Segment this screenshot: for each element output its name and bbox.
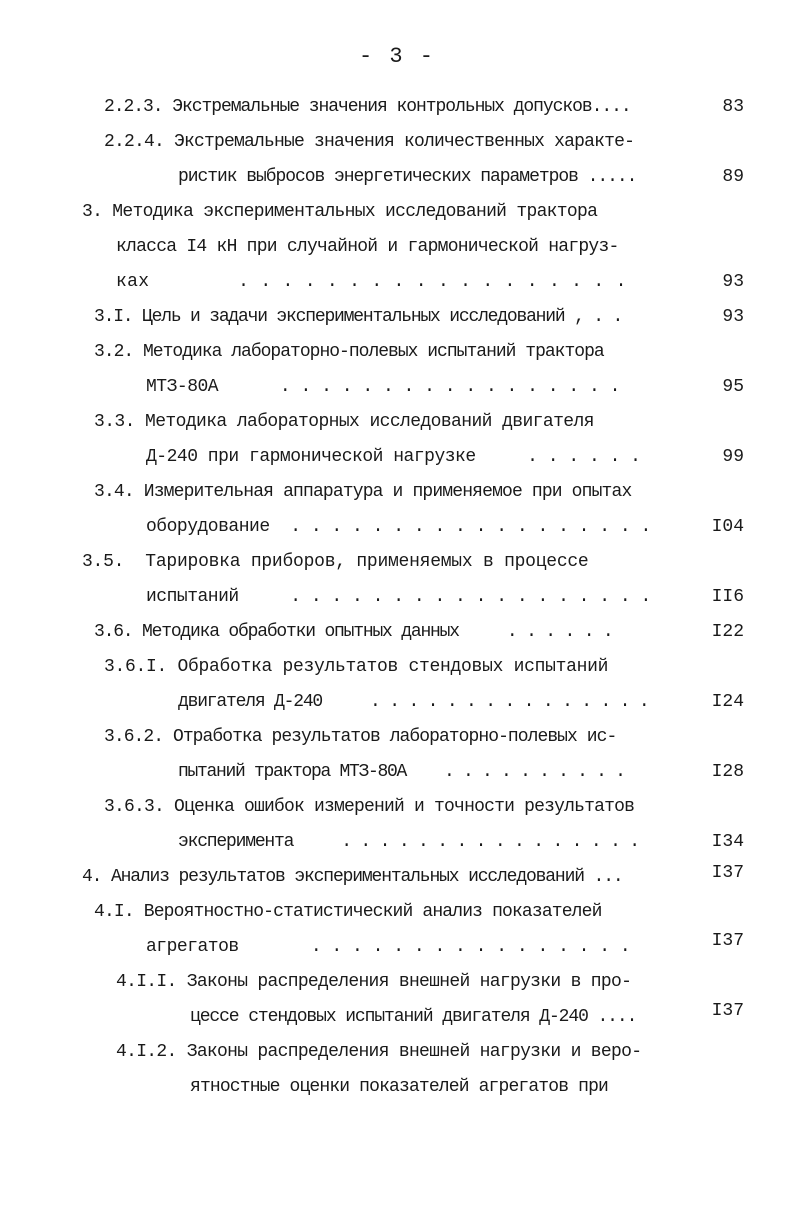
toc-line: эксперимента . . . . . . . . . . . . . . . . (178, 832, 639, 852)
toc-line: ятностные оценки показателей агрегатов при (190, 1077, 608, 1097)
toc-line: пытаний трактора МТЗ-80А . . . . . . . . . . (178, 762, 625, 782)
toc-page-num: 83 (722, 97, 744, 117)
toc-page-num: I37 (711, 863, 744, 883)
toc-line: оборудование . . . . . . . . . . . . . . . . . . (146, 517, 651, 537)
toc-line: 3.3. Методика лабораторных исследований двигателя (94, 412, 594, 432)
toc-line: испытаний . . . . . . . . . . . . . . . . . . (146, 587, 651, 607)
toc-line: ках . . . . . . . . . . . . . . . . . . (116, 272, 627, 292)
toc-line: 3.2. Методика лабораторно-полевых испытаний трактора (94, 342, 604, 362)
toc-page-num: 95 (722, 377, 744, 397)
toc-line: 3.6.I. Обработка результатов стендовых испытаний (104, 657, 609, 677)
toc-page-num: I04 (711, 517, 744, 537)
toc-page-num: II6 (711, 587, 744, 607)
toc-line: 4. Анализ результатов экспериментальных исследований ... (82, 867, 623, 887)
toc-line: 3.6.3. Оценка ошибок измерений и точности результатов (104, 797, 635, 817)
toc-line: 3.5. Тарировка приборов, применяемых в процессе (82, 552, 589, 572)
toc-line: класса I4 кН при случайной и гармонической нагруз- (116, 237, 619, 257)
toc-line: цессе стендовых испытаний двигателя Д-240 .... (190, 1007, 637, 1027)
toc-page-num: I34 (711, 832, 744, 852)
toc-line: 3.I. Цель и задачи экспериментальных исследований , . . (94, 307, 623, 327)
toc-line: Д-240 при гармонической нагрузке . . . . . . (146, 447, 641, 467)
toc-line: 2.2.4. Экстремальные значения количественных характе- (104, 132, 635, 152)
page-number: - 3 - (358, 44, 435, 69)
toc-page-num: 89 (722, 167, 744, 187)
toc-line: 4.I.2. Законы распределения внешней нагрузки и веро- (116, 1042, 642, 1062)
toc-line: агрегатов . . . . . . . . . . . . . . . . (146, 937, 631, 957)
toc-line: двигателя Д-240 . . . . . . . . . . . . . . . (178, 692, 649, 712)
toc-line: 4.I.I. Законы распределения внешней нагрузки в про- (116, 972, 632, 992)
toc-page-num: I28 (711, 762, 744, 782)
toc-line: МТЗ-80А . . . . . . . . . . . . . . . . . (146, 377, 620, 397)
toc-page-num: 99 (722, 447, 744, 467)
toc-line: 4.I. Вероятностно-статистический анализ показателей (94, 902, 602, 922)
toc-line: 3. Методика экспериментальных исследований трактора (82, 202, 598, 222)
toc-page-num: I37 (711, 931, 744, 951)
toc-line: ристик выбросов энергетических параметров ..... (178, 167, 637, 187)
toc-line: 2.2.3. Экстремальные значения контрольных допусков.... (104, 97, 631, 117)
toc-line: 3.6. Методика обработки опытных данных . . . . . . (94, 622, 613, 642)
toc-page-num: 93 (722, 307, 744, 327)
toc-page-num: I22 (711, 622, 744, 642)
toc-page-num: I37 (711, 1001, 744, 1021)
toc-page-num: 93 (722, 272, 744, 292)
toc-line: 3.6.2. Отработка результатов лабораторно-полевых ис- (104, 727, 617, 747)
toc-line: 3.4. Измерительная аппаратура и применяемое при опытах (94, 482, 632, 502)
toc-page-num: I24 (711, 692, 744, 712)
